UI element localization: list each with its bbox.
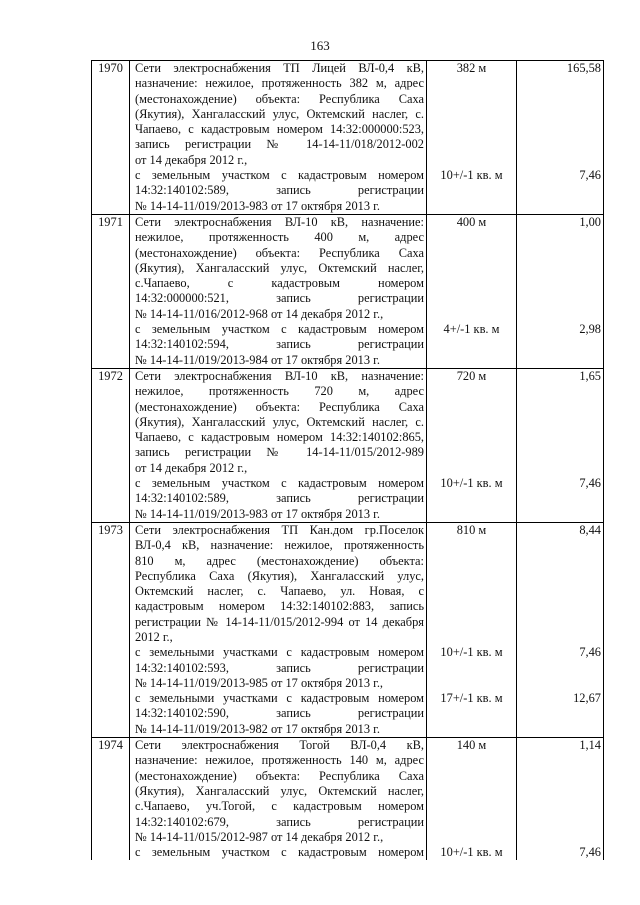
spacer (427, 830, 516, 845)
object-main-text (135, 738, 424, 845)
spacer (517, 661, 603, 676)
text-line: № 14-14-11/019/2013-983 от 17 октября 2013 г. (135, 506, 380, 521)
land-value: 7,46 (579, 845, 601, 860)
table-row (92, 214, 604, 368)
quantity-cell (427, 738, 517, 861)
spacer (517, 461, 603, 476)
spacer (427, 584, 516, 599)
text-line: Чапаево, с кадастровым номером 14:32:140102:865, (135, 430, 424, 445)
property-table (91, 60, 604, 860)
spacer (517, 384, 603, 399)
text-line: № 14-14-11/015/2012-987 от 14 декабря 2012 г., (135, 829, 384, 844)
spacer (517, 799, 603, 814)
land-area: 10+/-1 кв. м (440, 168, 503, 183)
spacer (517, 415, 603, 430)
object-length: 400 м (456, 214, 487, 229)
spacer (427, 307, 516, 322)
spacer (427, 461, 516, 476)
land-value: 7,46 (579, 168, 601, 183)
row-number: 1971 (92, 214, 130, 368)
spacer (427, 661, 516, 676)
text-line: 14:32:140102:593, запись регистрации (135, 660, 424, 675)
land-area: 10+/-1 кв. м (440, 645, 503, 660)
text-line: (Якутия), Хангаласский улус, Октемский наслег, (135, 783, 424, 798)
object-value: 1,00 (579, 214, 601, 229)
spacer (517, 599, 603, 614)
spacer (427, 137, 516, 152)
spacer (427, 769, 516, 784)
value-cell (517, 214, 604, 368)
object-description (130, 522, 427, 737)
spacer (517, 830, 603, 845)
text-line: (местонахождение) объекта: Республика Саха (135, 768, 424, 783)
text-line: с земельным участком с кадастровым номером (135, 476, 424, 491)
spacer (517, 615, 603, 630)
text-line: 14:32:140102:679, запись регистрации (135, 814, 424, 829)
text-line: с земельными участками с кадастровым номером (135, 691, 424, 706)
text-line: (Якутия), Хангаласский улус, Октемский наслег, (135, 260, 424, 275)
spacer (427, 445, 516, 460)
spacer (517, 92, 603, 107)
spacer (427, 76, 516, 91)
quantity-cell (427, 214, 517, 368)
spacer (517, 784, 603, 799)
page-number: 163 (310, 38, 330, 53)
text-line: (Якутия), Хангаласский улус, Октемский наслег, с. (135, 414, 424, 429)
quantity-cell (427, 522, 517, 737)
object-main-text (135, 369, 424, 476)
object-length: 810 м (456, 522, 487, 537)
text-line: № 14-14-11/016/2012-968 от 14 декабря 2012 г., (135, 306, 384, 321)
spacer (517, 137, 603, 152)
text-line: 14:32:140102:590, запись регистрации (135, 706, 424, 721)
spacer (427, 799, 516, 814)
spacer (427, 291, 516, 306)
spacer (427, 554, 516, 569)
spacer (517, 630, 603, 645)
text-line: (местонахождение) объекта: Республика Саха (135, 245, 424, 260)
land-value: 2,98 (579, 322, 601, 337)
spacer (517, 569, 603, 584)
row-number: 1974 (92, 738, 130, 861)
land-plot-text (135, 322, 424, 368)
land-area: 10+/-1 кв. м (440, 476, 503, 491)
spacer (517, 445, 603, 460)
text-line: запись регистрации № 14-14-11/018/2012-002 (135, 137, 424, 152)
land-value: 12,67 (573, 691, 601, 706)
land-area: 4+/-1 кв. м (443, 322, 500, 337)
land-plot-text (135, 476, 424, 522)
row-number: 1973 (92, 522, 130, 737)
text-line: (местонахождение) объекта: Республика Саха (135, 91, 424, 106)
text-line: Чапаево, с кадастровым номером 14:32:000000:523, (135, 122, 424, 137)
text-line: (Якутия), Хангаласский улус, Октемский наслег, с. (135, 106, 424, 121)
text-line: нежилое, протяженность 400 м, адрес (135, 230, 424, 245)
spacer (427, 430, 516, 445)
spacer (517, 769, 603, 784)
spacer (427, 107, 516, 122)
text-line: с земельным участком с кадастровым номером (135, 168, 424, 183)
text-line: Сети электроснабжения ВЛ-10 кВ, назначение: (135, 214, 424, 229)
object-value: 165,58 (566, 61, 601, 75)
text-line: (местонахождение) объекта: Республика Саха (135, 399, 424, 414)
spacer (427, 276, 516, 291)
text-line: кадастровым номером 14:32:140102:883, запись (135, 599, 424, 614)
spacer (517, 584, 603, 599)
text-line: № 14-14-11/019/2013-982 от 17 октября 2013 г. (135, 721, 380, 736)
spacer (517, 276, 603, 291)
spacer (427, 599, 516, 614)
spacer (517, 554, 603, 569)
object-length: 720 м (456, 368, 487, 383)
land-plot-text (135, 845, 424, 860)
quantity-cell (427, 368, 517, 522)
spacer (517, 400, 603, 415)
text-line: № 14-14-11/019/2013-984 от 17 октября 2013 г. (135, 352, 380, 367)
value-cell (517, 738, 604, 861)
spacer (517, 122, 603, 137)
text-line: 810 м, адрес (местонахождение) объекта: (135, 553, 424, 568)
spacer (427, 153, 516, 168)
text-line: 14:32:140102:589, запись регистрации (135, 491, 424, 506)
text-line: Сети электроснабжения ТП Лицей ВЛ-0,4 кВ, (135, 61, 424, 75)
quantity-cell (427, 61, 517, 215)
land-plot-text (135, 691, 424, 737)
spacer (427, 784, 516, 799)
spacer (427, 384, 516, 399)
object-main-text (135, 61, 424, 168)
object-description (130, 214, 427, 368)
land-plot-text (135, 645, 424, 691)
object-main-text (135, 523, 424, 645)
spacer (427, 615, 516, 630)
text-line: запись регистрации № 14-14-11/015/2012-989 (135, 445, 424, 460)
spacer (517, 538, 603, 553)
text-line: 14:32:140102:589, запись регистрации (135, 183, 424, 198)
object-description (130, 738, 427, 861)
object-value: 1,14 (579, 738, 601, 753)
text-line: 2012 г., (135, 629, 173, 644)
spacer (427, 753, 516, 768)
spacer (427, 415, 516, 430)
spacer (427, 569, 516, 584)
object-length: 382 м (456, 61, 487, 75)
object-description (130, 368, 427, 522)
table-row (92, 368, 604, 522)
spacer (517, 76, 603, 91)
text-line: от 14 декабря 2012 г., (135, 152, 248, 167)
text-line: Сети электроснабжения ВЛ-10 кВ, назначение: (135, 368, 424, 383)
spacer (517, 107, 603, 122)
spacer (517, 261, 603, 276)
row-number: 1970 (92, 61, 130, 215)
text-line: Сети электроснабжения Тогой ВЛ-0,4 кВ, (135, 738, 424, 753)
spacer (427, 630, 516, 645)
text-line: с земельным участком с кадастровым номером (135, 322, 424, 337)
spacer (427, 122, 516, 137)
land-area: 10+/-1 кв. м (440, 845, 503, 860)
spacer (427, 92, 516, 107)
text-line: регистрации № 14-14-11/015/2012-994 от 14 декабря (135, 614, 424, 629)
object-length: 140 м (456, 738, 487, 753)
spacer (517, 815, 603, 830)
text-line: с.Чапаево, уч.Тогой, с кадастровым номером (135, 799, 424, 814)
text-line: с земельным участком с кадастровым номером (135, 845, 424, 860)
spacer (517, 153, 603, 168)
text-line: № 14-14-11/019/2013-985 от 17 октября 2013 г., (135, 675, 384, 690)
spacer (427, 815, 516, 830)
text-line: Октемский наслег, с. Чапаево, ул. Новая, с (135, 584, 424, 599)
spacer (517, 753, 603, 768)
object-description (130, 61, 427, 215)
text-line: Республика Саха (Якутия), Хангаласский улус, (135, 568, 424, 583)
value-cell (517, 61, 604, 215)
text-line: 14:32:000000:521, запись регистрации (135, 291, 424, 306)
text-line: ВЛ-0,4 кВ, назначение: нежилое, протяженность (135, 538, 424, 553)
spacer (517, 291, 603, 306)
spacer (427, 261, 516, 276)
text-line: от 14 декабря 2012 г., (135, 460, 248, 475)
text-line: 14:32:140102:594, запись регистрации (135, 337, 424, 352)
text-line: с.Чапаево, с кадастровым номером (135, 276, 424, 291)
land-plot-text (135, 168, 424, 214)
text-line: с земельными участками с кадастровым номером (135, 645, 424, 660)
spacer (517, 430, 603, 445)
object-value: 8,44 (579, 522, 601, 537)
object-value: 1,65 (579, 368, 601, 383)
text-line: назначение: нежилое, протяженность 382 м, адрес (135, 76, 424, 91)
value-cell (517, 368, 604, 522)
land-area: 17+/-1 кв. м (440, 691, 503, 706)
row-number: 1972 (92, 368, 130, 522)
text-line: Сети электроснабжения ТП Кан.дом гр.Поселок (135, 522, 424, 537)
spacer (427, 400, 516, 415)
text-line: нежилое, протяженность 720 м, адрес (135, 384, 424, 399)
spacer (427, 246, 516, 261)
text-line: назначение: нежилое, протяженность 140 м, адрес (135, 753, 424, 768)
land-value: 7,46 (579, 645, 601, 660)
land-value: 7,46 (579, 476, 601, 491)
spacer (517, 307, 603, 322)
spacer (427, 230, 516, 245)
table-row (92, 522, 604, 737)
table-row (92, 61, 604, 215)
object-main-text (135, 215, 424, 322)
text-line: № 14-14-11/019/2013-983 от 17 октября 2013 г. (135, 198, 380, 213)
spacer (517, 230, 603, 245)
table-row (92, 738, 604, 861)
value-cell (517, 522, 604, 737)
spacer (427, 538, 516, 553)
spacer (427, 676, 516, 691)
spacer (517, 676, 603, 691)
spacer (517, 246, 603, 261)
